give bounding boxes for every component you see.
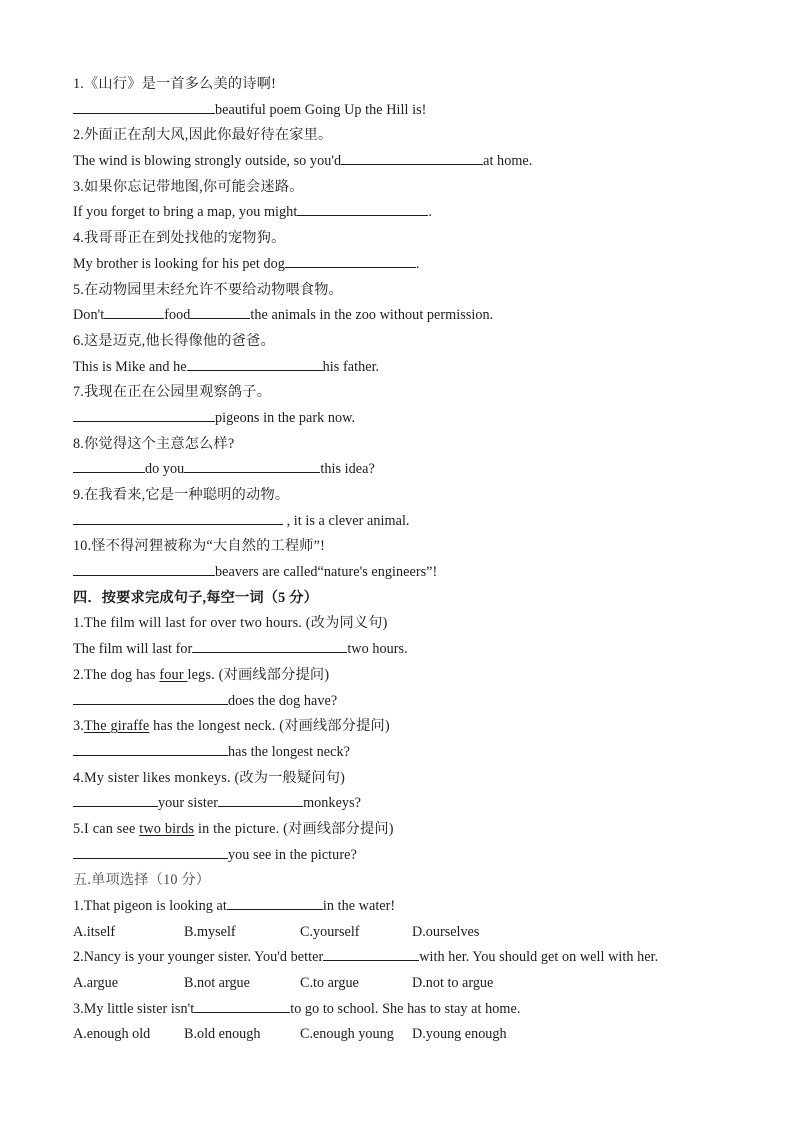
stem-post: to go to school. She has to stay at home. [290, 1000, 521, 1017]
transformation-prompt [73, 817, 723, 843]
answer-suffix: , it is a clever animal. [283, 512, 410, 529]
prompt-underlined: four [159, 666, 188, 683]
answer-suffix: has the longest neck? [228, 743, 350, 760]
answer-blank[interactable] [297, 202, 428, 216]
answer-suffix: his father. [322, 358, 380, 375]
answer-blank[interactable] [73, 691, 228, 705]
answer-suffix: you see in the picture? [228, 846, 357, 863]
answer-blank[interactable] [341, 151, 483, 165]
prompt-post: in the picture. (对画线部分提问) [194, 820, 394, 837]
prompt-post: (改为同义句) [305, 615, 388, 632]
answer-blank[interactable] [192, 639, 347, 653]
transformation-answer [73, 740, 723, 766]
prompt-pre: 3. [73, 718, 85, 735]
prompt-pre: 4.My sister likes monkeys. [73, 769, 235, 786]
answer-prefix: The film will last for [73, 641, 193, 658]
translation-item-chinese: 5.在动物园里未经允许不要给动物喂食物。 [73, 281, 344, 298]
transformation-answer [73, 791, 723, 817]
answer-suffix: . [428, 204, 432, 221]
mc-option-b[interactable]: B.old enough [184, 1026, 261, 1043]
answer-prefix: The wind is blowing strongly outside, so you'd [73, 153, 342, 170]
mc-option-b[interactable]: B.myself [184, 923, 236, 940]
answer-prefix: Don't [73, 307, 105, 324]
transformation-answer [73, 637, 723, 663]
translation-item-chinese: 8.你觉得这个主意怎么样? [73, 435, 235, 452]
section-translation-items [73, 72, 723, 586]
answer-middle: your sister [158, 795, 219, 812]
answer-prefix: This is Mike and he [73, 358, 187, 375]
translation-item-chinese: 9.在我看来,它是一种聪明的动物。 [73, 487, 290, 503]
prompt-pre: 1.The film will last for over two hours. [73, 615, 306, 632]
transformation-prompt [73, 766, 723, 792]
answer-suffix: beautiful poem Going Up the Hill is! [215, 101, 427, 118]
mc-option-c[interactable]: C.to argue [300, 975, 359, 992]
section-multiple-choice [73, 868, 723, 1048]
translation-item-answer [73, 355, 723, 381]
answer-suffix: the animals in the zoo without permission. [250, 307, 494, 324]
translation-item-answer [73, 149, 723, 175]
prompt-underlined: The giraffe [84, 718, 150, 735]
translation-item-chinese: 7.我现在正在公园里观察鸽子。 [73, 384, 272, 401]
stem-pre: 1.That pigeon is looking at [73, 898, 227, 914]
answer-suffix: monkeys? [303, 795, 361, 812]
translation-item-chinese: 10.怪不得河狸被称为“大自然的工程师”! [73, 538, 326, 555]
translation-item-answer [73, 509, 723, 535]
answer-middle: do you [145, 461, 185, 478]
stem-pre: 2.Nancy is your younger sister. You'd better [73, 949, 324, 966]
answer-suffix: two hours. [347, 641, 408, 658]
translation-item-chinese: 6.这是迈克,他长得像他的爸爸。 [73, 332, 275, 349]
answer-suffix: at home. [483, 153, 533, 170]
translation-item-chinese: 1.《山行》是一首多么美的诗啊! [73, 76, 277, 92]
mc-option-a[interactable]: A.enough old [73, 1026, 151, 1043]
prompt-post: legs. (对画线部分提问) [187, 666, 330, 683]
prompt-post: (改为一般疑问句) [234, 769, 346, 786]
mc-option-c[interactable]: C.yourself [300, 923, 360, 940]
mc-option-row [73, 920, 723, 946]
answer-suffix: pigeons in the park now. [215, 409, 356, 426]
worksheet-content [73, 72, 723, 1048]
translation-item-chinese: 4.我哥哥正在到处找他的宠物狗。 [73, 230, 286, 247]
answer-blank[interactable] [194, 999, 290, 1013]
section-sentence-transformation [73, 586, 723, 869]
answer-middle: food [164, 307, 191, 324]
mc-option-row [73, 971, 723, 997]
stem-post: with her. You should get on well with her. [419, 949, 659, 966]
mc-question-stem [73, 945, 723, 971]
answer-blank[interactable] [104, 305, 164, 319]
answer-blank[interactable] [73, 562, 215, 576]
transformation-prompt [73, 611, 723, 637]
stem-pre: 3.My little sister isn't [73, 1000, 195, 1017]
answer-prefix: My brother is looking for his pet dog [73, 255, 285, 272]
answer-blank[interactable] [227, 896, 323, 910]
mc-option-row [73, 1022, 723, 1048]
answer-blank[interactable] [187, 357, 323, 371]
answer-prefix: If you forget to bring a map, you might [73, 204, 298, 221]
mc-question-stem [73, 997, 723, 1023]
answer-suffix: . [415, 255, 420, 272]
prompt-pre: 2.The dog has [73, 666, 160, 683]
translation-item-answer [73, 200, 723, 226]
prompt-post: has the longest neck. (对画线部分提问) [149, 718, 390, 735]
translation-item-answer [73, 560, 723, 586]
answer-suffix: beavers are called“nature's engineers”! [215, 564, 438, 581]
answer-blank[interactable] [73, 742, 228, 756]
answer-blank[interactable] [73, 408, 215, 422]
transformation-prompt [73, 663, 723, 689]
answer-blank[interactable] [73, 793, 158, 807]
answer-blank-2[interactable] [184, 459, 320, 473]
transformation-answer [73, 689, 723, 715]
stem-post: in the water! [322, 898, 396, 914]
translation-item-answer [73, 406, 723, 432]
section-heading-five: 五.单项选择（10 分） [73, 872, 211, 889]
answer-blank[interactable] [73, 845, 228, 859]
mc-option-b[interactable]: B.not argue [184, 975, 250, 992]
prompt-underlined: two birds [139, 820, 195, 837]
transformation-prompt [73, 714, 723, 740]
mc-option-d[interactable]: D.young enough [412, 1026, 507, 1043]
mc-option-d[interactable]: D.ourselves [412, 923, 480, 940]
answer-blank[interactable] [323, 947, 419, 961]
answer-suffix: does the dog have? [228, 692, 338, 709]
answer-blank[interactable] [73, 459, 145, 473]
answer-blank[interactable] [73, 511, 283, 525]
answer-suffix: this idea? [320, 461, 375, 478]
prompt-pre: 5.I can see [73, 820, 140, 837]
translation-item-answer [73, 457, 723, 483]
translation-item-answer [73, 98, 723, 124]
answer-blank-2[interactable] [218, 793, 303, 807]
transformation-answer [73, 843, 723, 869]
mc-option-c[interactable]: C.enough young [300, 1026, 394, 1043]
translation-item-answer [73, 303, 723, 329]
translation-item-chinese: 3.如果你忘记带地图,你可能会迷路。 [73, 178, 304, 195]
mc-question-stem [73, 894, 723, 920]
mc-option-d[interactable]: D.not to argue [412, 975, 494, 992]
mc-option-a[interactable]: A.itself [73, 923, 116, 940]
translation-item-answer [73, 252, 723, 278]
answer-blank[interactable] [285, 254, 416, 268]
answer-blank-2[interactable] [190, 305, 250, 319]
answer-blank[interactable] [73, 100, 215, 114]
translation-item-chinese: 2.外面正在刮大风,因此你最好待在家里。 [73, 127, 333, 144]
section-heading-four: 四．按要求完成句子,每空一词（5 分） [73, 589, 318, 606]
mc-option-a[interactable]: A.argue [73, 975, 119, 992]
